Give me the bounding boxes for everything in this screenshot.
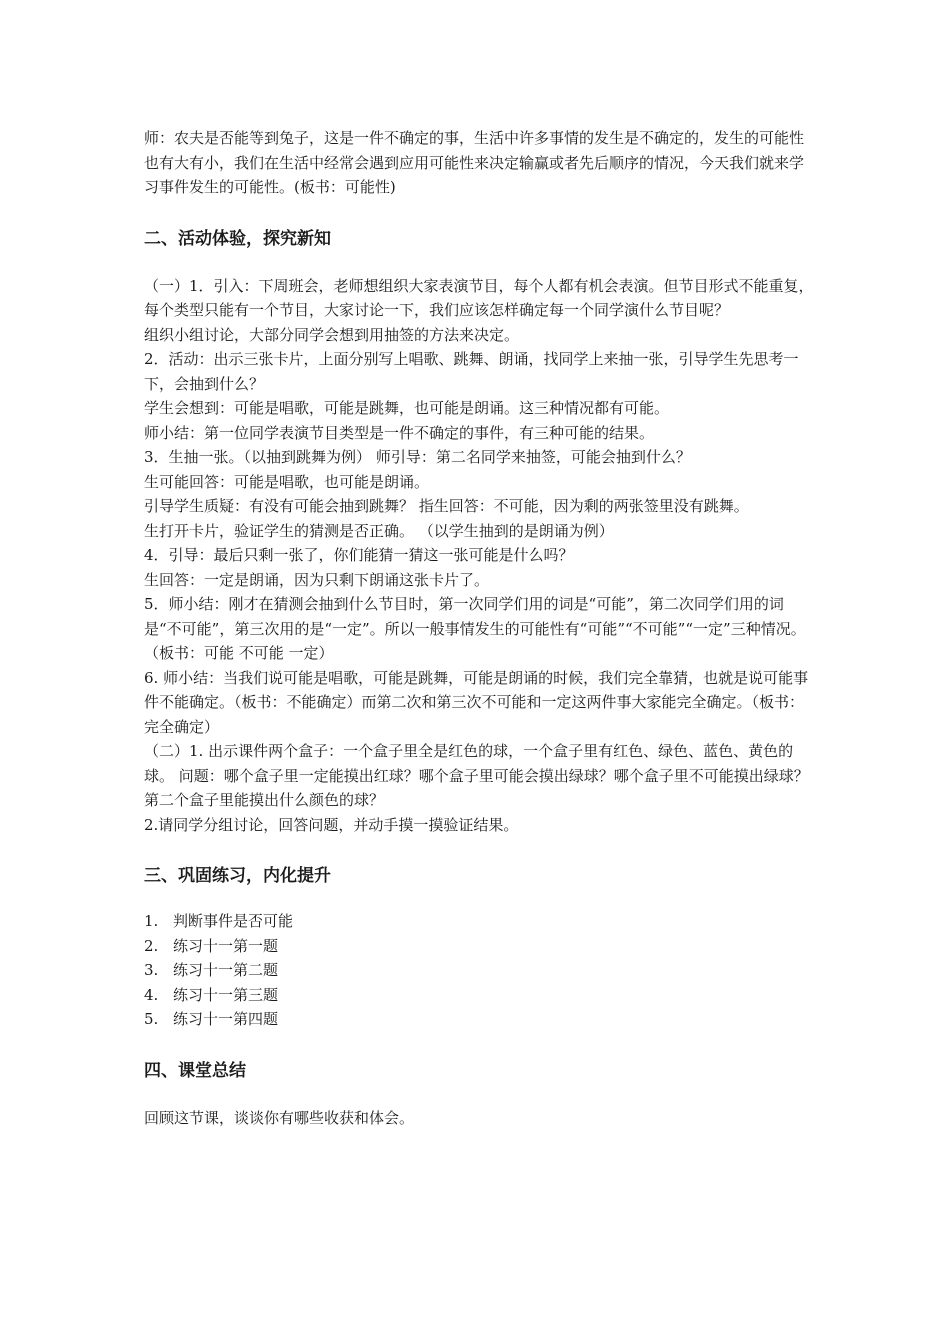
list-item-number: 3. (144, 961, 159, 979)
section-2-paragraph: （一）1．引入：下周班会，老师想组织大家表演节目，每个人都有机会表演。但节目形式不能重复，每个类型只能有一个节目，大家讨论一下，我们应该怎样确定每一个同学演什么节目呢？ (144, 276, 814, 319)
summary-paragraph: 回顾这节课，谈谈你有哪些收获和体会。 (144, 1108, 415, 1127)
section-heading-3: 三、巩固练习，内化提升 (144, 866, 331, 886)
list-item-text: 练习十一第三题 (173, 985, 279, 1004)
list-item-number: 5. (144, 1010, 159, 1028)
section-2-paragraph: 6. 师小结：当我们说可能是唱歌，可能是跳舞，可能是朗诵的时候，我们完全靠猜，也就是说可能事件不能确定。（板书：不能确定）而第二次和第三次不可能和一定这两件事大家能完全确定。（板书：完全确定） (144, 668, 809, 736)
list-item (144, 1007, 814, 1032)
section-2-paragraph: 引导学生质疑：有没有可能会抽到跳舞？ 指生回答：不可能，因为剩的两张签里没有跳舞。 (144, 497, 749, 515)
list-item-number: 2. (144, 936, 159, 955)
intro-paragraph: 师：农夫是否能等到兔子，这是一件不确定的事，生活中许多事情的发生是不确定的，发生的可能性也有大有小，我们在生活中经常会遇到应用可能性来决定输赢或者先后顺序的情况，今天我们就来学习事件发生的可能性。(板书：可能性) (144, 129, 805, 196)
list-item (144, 983, 814, 1008)
list-item-number: 4. (144, 985, 159, 1004)
section-heading-4: 四、课堂总结 (144, 1060, 246, 1081)
list-item-text: 判断事件是否可能 (173, 912, 294, 930)
section-2-paragraph: 3．生抽一张。（以抽到跳舞为例） 师引导：第二名同学来抽签，可能会抽到什么？ (144, 448, 691, 466)
list-item (144, 934, 814, 959)
section-2-paragraph: （二）1. 出示课件两个盒子：一个盒子里全是红色的球，一个盒子里有红色、绿色、蓝色、黄色的球。 问题：哪个盒子里一定能摸出红球？哪个盒子里可能会摸出绿球？哪个盒子里不可能摸出绿球？第二个盒子里能摸出什么颜色的球？ (144, 742, 809, 809)
section-2-paragraph: 2.请同学分组讨论，回答问题，并动手摸一摸验证结果。 (144, 815, 519, 834)
section-2-paragraph: 学生会想到：可能是唱歌，可能是跳舞，也可能是朗诵。这三种情况都有可能。 (144, 399, 670, 417)
section-heading-2: 二、活动体验，探究新知 (144, 228, 331, 249)
list-item (144, 909, 814, 934)
list-item (144, 958, 814, 983)
document-page (144, 126, 814, 1130)
section-2-paragraph: 生打开卡片，验证学生的猜测是否正确。 （以学生抽到的是朗诵为例） (144, 521, 614, 540)
section-2-body (144, 274, 814, 838)
list-item-text: 练习十一第二题 (173, 961, 279, 979)
exercise-list (144, 909, 814, 1032)
list-item-text: 练习十一第四题 (173, 1010, 279, 1028)
section-2-paragraph: 4．引导：最后只剩一张了，你们能猜一猜这一张可能是什么吗？ (144, 546, 574, 564)
section-2-paragraph: 5．师小结：刚才在猜测会抽到什么节目时，第一次同学们用的词是“可能”，第二次同学们用的词是“不可能”，第三次用的是“一定”。所以一般事情发生的可能性有“可能”“不可能”“一定”三种情况。（板书：可能 不可能 一定） (144, 595, 806, 662)
section-2-paragraph: 2．活动：出示三张卡片，上面分别写上唱歌、跳舞、朗诵，找同学上来抽一张，引导学生先思考一下，会抽到什么？ (144, 350, 799, 393)
section-2-paragraph: 生可能回答：可能是唱歌，也可能是朗诵。 (144, 472, 430, 491)
section-2-paragraph: 组织小组讨论，大部分同学会想到用抽签的方法来决定。 (144, 325, 520, 344)
section-2-paragraph: 师小结：第一位同学表演节目类型是一件不确定的事件，有三种可能的结果。 (144, 423, 655, 442)
section-2-paragraph: 生回答：一定是朗诵，因为只剩下朗诵这张卡片了。 (144, 570, 490, 589)
list-item-number: 1. (144, 912, 159, 930)
list-item-text: 练习十一第一题 (173, 936, 279, 955)
